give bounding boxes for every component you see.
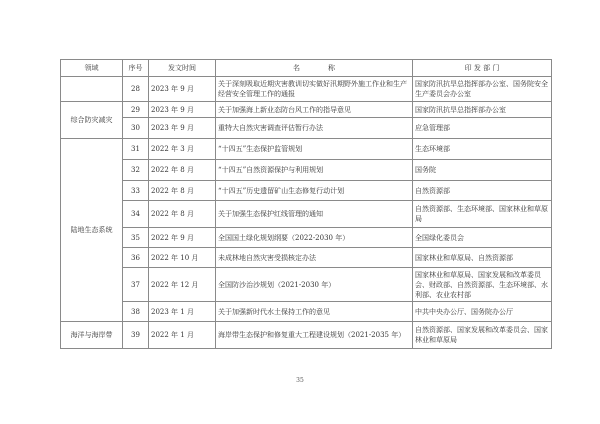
date-cell: 2023 年 9 月 [149, 77, 216, 102]
table-row [61, 160, 552, 181]
table-row [61, 268, 552, 302]
name-cell: 关于加强新时代水土保持工作的意见 [216, 302, 413, 322]
dept-cell: 中共中央办公厅、国务院办公厅 [413, 302, 552, 322]
seq-cell: 34 [123, 201, 149, 228]
seq-cell: 29 [123, 102, 149, 118]
seq-cell: 36 [123, 248, 149, 268]
dept-cell: 全国绿化委员会 [413, 228, 552, 248]
dept-cell: 国家林业和草原局、国家发展和改革委员会、财政部、自然资源部、生态环境部、水利部、农业农村部 [413, 268, 552, 302]
name-cell: 海岸带生态保护和修复重大工程建设规划（2021-2035 年） [216, 322, 413, 349]
date-cell: 2023 年 9 月 [149, 118, 216, 139]
table-row [61, 102, 552, 118]
domain-cell: 综合防灾减灾 [61, 102, 123, 139]
policy-table [60, 59, 552, 349]
header-name: 名 称 [216, 60, 413, 77]
table-row [61, 181, 552, 201]
date-cell: 2022 年 8 月 [149, 181, 216, 201]
date-cell: 2022 年 9 月 [149, 228, 216, 248]
table-row [61, 77, 552, 102]
domain-cell: 海洋与海岸带 [61, 322, 123, 349]
date-cell: 2022 年 8 月 [149, 160, 216, 181]
name-cell: 全国防沙治沙规划（2021-2030 年） [216, 268, 413, 302]
dept-cell: 国家防汛抗旱总指挥部办公室、国务院安全生产委员会办公室 [413, 77, 552, 102]
date-cell: 2022 年 10 月 [149, 248, 216, 268]
date-cell: 2023 年 1 月 [149, 302, 216, 322]
table-row [61, 302, 552, 322]
dept-cell: 自然资源部、国家发展和改革委员会、国家林业和草原局 [413, 322, 552, 349]
seq-cell: 39 [123, 322, 149, 349]
seq-cell: 32 [123, 160, 149, 181]
table-row [61, 201, 552, 228]
seq-cell: 30 [123, 118, 149, 139]
name-cell: 关于加强生态保护红线管理的通知 [216, 201, 413, 228]
date-cell: 2022 年 1 月 [149, 322, 216, 349]
table-header-row [61, 60, 552, 77]
seq-cell: 31 [123, 139, 149, 160]
name-cell: 关于加强海上新业态防台风工作的指导意见 [216, 102, 413, 118]
header-domain: 领域 [61, 60, 123, 77]
name-cell: 重特大自然灾害调查评估暂行办法 [216, 118, 413, 139]
name-cell: “十四五”自然资源保护与利用规划 [216, 160, 413, 181]
date-cell: 2023 年 9 月 [149, 102, 216, 118]
domain-cell [61, 77, 123, 102]
dept-cell: 自然资源部 [413, 181, 552, 201]
dept-cell: 国家防汛抗旱总指挥部办公室 [413, 102, 552, 118]
header-date: 发文时间 [149, 60, 216, 77]
date-cell: 2022 年 12 月 [149, 268, 216, 302]
seq-cell: 33 [123, 181, 149, 201]
table-row [61, 139, 552, 160]
dept-cell: 国家林业和草原局、自然资源部 [413, 248, 552, 268]
seq-cell: 28 [123, 77, 149, 102]
seq-cell: 35 [123, 228, 149, 248]
dept-cell: 国务院 [413, 160, 552, 181]
domain-cell: 陆地生态系统 [61, 139, 123, 322]
name-cell: 关于深刻吸取近期灾害教训切实做好汛期野外施工作业和生产经营安全管理工作的通报 [216, 77, 413, 102]
date-cell: 2022 年 3 月 [149, 139, 216, 160]
header-seq: 序号 [123, 60, 149, 77]
table-row [61, 118, 552, 139]
table-row [61, 228, 552, 248]
dept-cell: 自然资源部、生态环境部、国家林业和草原局 [413, 201, 552, 228]
page-number: 35 [296, 377, 304, 384]
date-cell: 2022 年 8 月 [149, 201, 216, 228]
table-row [61, 248, 552, 268]
header-dept: 印 发 部 门 [413, 60, 552, 77]
name-cell: “十四五”生态保护监管规划 [216, 139, 413, 160]
seq-cell: 37 [123, 268, 149, 302]
table-row [61, 322, 552, 349]
name-cell: 全国国土绿化规划纲要（2022-2030 年） [216, 228, 413, 248]
name-cell: “十四五”历史遗留矿山生态修复行动计划 [216, 181, 413, 201]
seq-cell: 38 [123, 302, 149, 322]
dept-cell: 生态环境部 [413, 139, 552, 160]
dept-cell: 应急管理部 [413, 118, 552, 139]
name-cell: 未成林地自然灾害受损核定办法 [216, 248, 413, 268]
